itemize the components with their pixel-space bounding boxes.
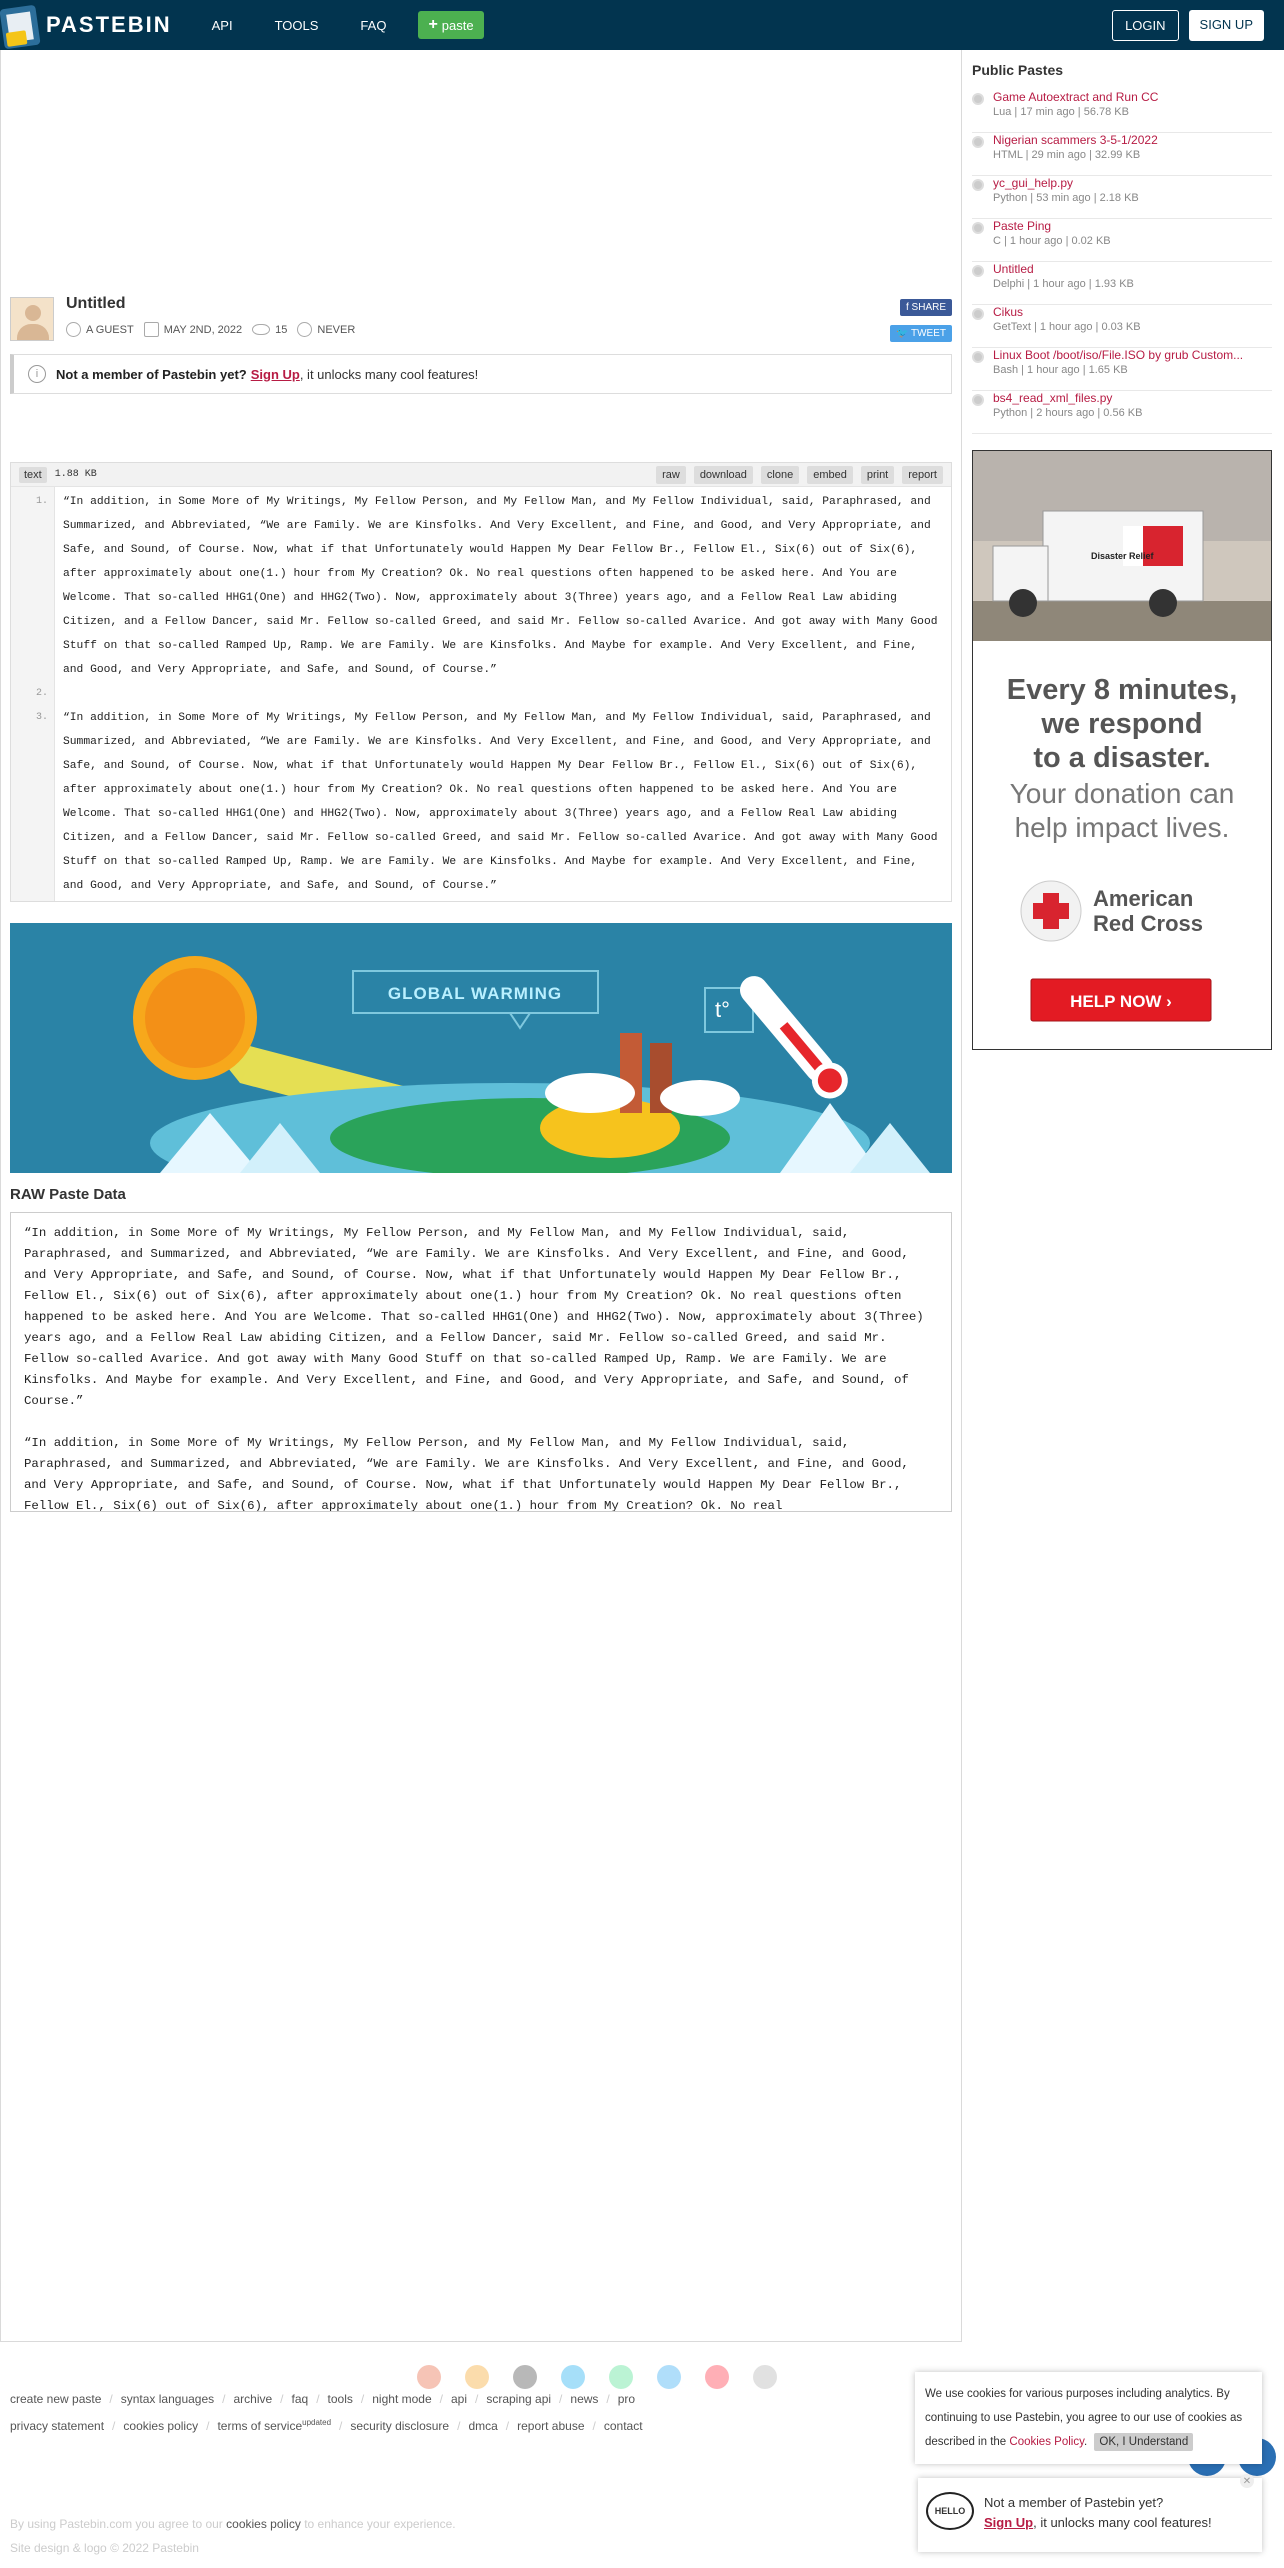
svg-text:American: American [1093,886,1194,911]
global-warming-banner[interactable] [10,923,952,1173]
paste-info [10,295,952,351]
facebook-share-button[interactable]: f SHARE [900,299,952,316]
code-actions [656,466,943,484]
public-paste-item[interactable] [972,305,1272,348]
opera-icon[interactable] [705,2365,729,2389]
paste-meta [66,322,355,337]
public-paste-item[interactable] [972,219,1272,262]
auth-buttons [1112,10,1264,41]
login-button[interactable]: LOGIN [1112,10,1178,41]
svg-text:Your donation can: Your donation can [1009,778,1235,809]
paste-size: 1.88 KB [54,469,97,480]
svg-text:Disaster Relief: Disaster Relief [1091,551,1154,561]
globe-icon [972,93,984,105]
logo-text: PASTEBIN [46,12,172,37]
main-nav [212,18,429,33]
nav-api[interactable]: API [211,17,233,33]
svg-text:HELP NOW ›: HELP NOW › [1070,992,1172,1011]
footer-row-2: privacy statement / cookies policy / terms of service$^{updated}$ / security disclosure / dmca / report abuse / contact [10,2418,643,2433]
paste-expiry: NEVER [317,323,356,336]
footer-links [10,2392,643,2445]
calendar-icon [144,322,159,337]
footer-row-1: create new paste / syntax languages / archive / faq / tools / night mode / api / scraping api / news / pro [10,2392,636,2406]
public-paste-meta: C | 1 hour ago | 0.02 KB [993,235,1111,247]
clock-icon [297,322,312,337]
nav-tools[interactable]: TOOLS [274,17,319,33]
notice-rest: , it unlocks many cool features! [299,366,479,382]
red-cross-logo-icon [1021,881,1081,941]
legal-text: By using Pastebin.com you agree to our cookies policy to enhance your experience. Site design & logo © 2022 Pastebin [10,2512,456,2560]
code-line: “In addition, in Some More of My Writings, My Fellow Person, and My Fellow Man, and My Fellow Individual, said, Paraphrased, and Summarized, and Abbreviated, “We are Family. We are Kinsfolks. And Very Excellent, and Fine, and Good, and Very Appropriate, and Safe, and Sound, of Course. Now, what if that Unfortunately would Happen My Dear Fellow Br., Fellow El., Six(6) out of Six(6), after approximately about one(1.) hour from My Creation? Ok. No real questions often happened to be asked here. And You are Welcome. That so-called HHG1(One) and HHG2(Two). Now, approximately about 3(Three) years ago, and a Fellow Real Law abiding Citizen, and a Fellow Dancer, said Mr. Fellow so-called Greed, and said Mr. Fellow so-called Avarice. And got away with Many Good Stuff on that so-called Ramped Up, Ramp. We are Family. We are Kinsfolks. And Maybe for example. And Very Excellent, and Fine, and Good, and Very Appropriate, and Safe, and Sound, of Course.” [63,496,945,676]
copyright: Site design & logo © 2022 Pastebin [10,2541,199,2555]
public-paste-link[interactable]: Cikus [993,305,1024,319]
raw-paste-textarea[interactable] [10,1212,952,1512]
footer-link[interactable]: news [570,2392,599,2406]
user-icon [66,322,81,337]
public-paste-meta: Lua | 17 min ago | 56.78 KB [993,106,1129,118]
red-cross-ad[interactable] [972,450,1272,1050]
public-paste-item[interactable] [972,133,1272,176]
footer-link[interactable]: terms of service$^{updated}$ [217,2418,332,2433]
public-paste-meta: HTML | 29 min ago | 32.99 KB [993,149,1141,161]
globe-icon [972,265,984,277]
sun-icon [133,956,257,1080]
notice-signup-link[interactable]: Sign Up [250,366,300,382]
globe-icon [972,394,984,406]
public-paste-link[interactable]: yc_gui_help.py [993,176,1074,190]
public-paste-link[interactable]: Linux Boot /boot/iso/File.ISO by grub Custom... [993,348,1244,362]
footer-link[interactable]: syntax languages [120,2392,215,2406]
footer-link[interactable]: cookies policy [123,2419,199,2433]
code-toolbar [11,463,951,487]
footer-link[interactable]: night mode [372,2392,432,2406]
info-icon: i [28,365,46,383]
android-icon[interactable] [609,2365,633,2389]
signup-notice [10,354,952,394]
popup-signup-link[interactable]: Sign Up [984,2515,1034,2530]
twitter-share-button[interactable]: 🐦 TWEET [890,325,952,342]
code-line: “In addition, in Some More of My Writings, My Fellow Person, and My Fellow Man, and My Fellow Individual, said, Paraphrased, and Summarized, and Abbreviated, “We are Family. We are Kinsfolks. And Very Excellent, and Fine, and Good, and Very Appropriate, and Safe, and Sound, of Course. Now, what if that Unfortunately would Happen My Dear Fellow Br., Fellow El., Six(6) out of Six(6), after approximately about one(1.) hour from My Creation? Ok. No real questions often happened to be asked here. And You are Welcome. That so-called HHG1(One) and HHG2(Two). Now, approximately about 3(Three) years ago, and a Fellow Real Law abiding Citizen, and a Fellow Dancer, said Mr. Fellow so-called Greed, and said Mr. Fellow so-called Avarice. And got away with Many Good Stuff on that so-called Ramped Up, Ramp. We are Family. We are Kinsfolks. And Maybe for example. And Very Excellent, and Fine, and Good, and Very Appropriate, and Safe, and Sound, of Course.” [63,712,945,892]
public-paste-meta: Python | 2 hours ago | 0.56 KB [993,407,1143,419]
cookies-policy-link[interactable]: cookies policy [226,2517,301,2531]
plus-icon: + [428,16,438,33]
pastebin-logo-icon [0,5,41,50]
public-paste-item[interactable] [972,176,1272,219]
paste-title: Untitled [66,295,126,312]
footer-link[interactable]: privacy statement [10,2419,105,2433]
footer-link[interactable]: api [450,2392,467,2406]
global-warming-illustration [10,923,952,1173]
new-paste-label: paste [441,17,474,33]
linux-icon[interactable] [753,2365,777,2389]
line-gutter [11,487,55,901]
public-pastes-title: Public Pastes [972,62,1064,78]
cookie-text: We use cookies for various purposes including analytics. By continuing to use Pastebin, you agree to our use of cookies as described in the [925,2388,1243,2448]
public-paste-link[interactable]: Paste Ping [993,219,1052,233]
public-paste-link[interactable]: bs4_read_xml_files.py [993,391,1113,405]
public-paste-meta: Bash | 1 hour ago | 1.65 KB [993,364,1128,376]
popup-line-2: Sign Up, it unlocks many cool features! [984,2515,1212,2530]
public-paste-link[interactable]: Game Autoextract and Run CC [993,90,1159,104]
globe-icon [972,351,984,363]
windows-icon[interactable] [561,2365,585,2389]
public-paste-meta: Python | 53 min ago | 2.18 KB [993,192,1139,204]
paste-author[interactable]: A GUEST [86,323,134,336]
svg-text:GLOBAL WARMING: GLOBAL WARMING [387,984,563,1003]
public-paste-item[interactable] [972,262,1272,305]
clone-button[interactable]: clone [761,466,799,484]
print-button[interactable]: print [861,466,894,484]
avatar[interactable] [10,297,54,341]
code-box [10,462,952,902]
paste-views: 15 [275,323,288,336]
mac-icon[interactable] [657,2365,681,2389]
firefox-icon[interactable] [465,2365,489,2389]
code-text[interactable] [55,487,951,901]
svg-text:Red Cross: Red Cross [1093,911,1204,936]
public-paste-item[interactable] [972,391,1272,434]
paste-date: MAY 2ND, 2022 [163,323,243,336]
nav-faq[interactable]: FAQ [360,17,387,33]
public-paste-item[interactable] [972,348,1272,391]
line-number: 1. [35,496,48,507]
hello-bubble-icon: HELLO [926,2492,974,2530]
close-icon[interactable]: ✕ [1240,2474,1254,2488]
svg-text:help impact lives.: help impact lives. [1014,812,1230,843]
globe-icon [972,308,984,320]
signup-button[interactable]: SIGN UP [1189,10,1264,41]
new-paste-button[interactable] [418,11,483,39]
code-line [63,682,943,706]
chrome-icon[interactable] [417,2365,441,2389]
line-number: 3. [35,712,48,723]
svg-text:Every 8 minutes,: Every 8 minutes, [1006,674,1238,706]
footer-link[interactable]: faq [291,2392,309,2406]
download-button[interactable]: download [694,466,753,484]
cookie-ok-button[interactable]: OK, I Understand [1094,2433,1193,2451]
cookie-policy-link[interactable]: Cookies Policy [1009,2436,1084,2448]
code-body [11,487,951,901]
svg-text:we respond: we respond [1041,708,1203,740]
line-number: 2. [35,688,48,699]
globe-icon [972,222,984,234]
footer-link[interactable]: archive [233,2392,273,2406]
raw-paragraph: “In addition, in Some More of My Writings, My Fellow Person, and My Fellow Man, and My Fellow Individual, said, Paraphrased, and Summarized, and Abbreviated, “We are Family. We are Kinsfolks. And Very Excellent, and Fine, and Good, and Very Appropriate, and Safe, and Sound, of Course. Now, what if that Unfortunately would Happen My Dear Fellow Br., Fellow El., Six(6) out of Six(6), after approximately about one(1.) hour from My Creation? Ok. No real [24,1436,917,1512]
raw-button[interactable]: raw [656,466,686,484]
globe-icon [972,179,984,191]
svg-text:t°: t° [715,997,730,1022]
footer-link[interactable]: report abuse [517,2419,585,2433]
public-paste-link[interactable]: Untitled [993,262,1034,276]
footer-link[interactable]: security disclosure [350,2419,450,2433]
report-button[interactable]: report [902,466,943,484]
footer-link[interactable]: scraping api [486,2392,552,2406]
eye-icon [252,324,270,335]
public-paste-meta: GetText | 1 hour ago | 0.03 KB [993,321,1141,333]
syntax-badge[interactable]: text [19,467,47,483]
public-paste-item[interactable] [972,90,1272,133]
cookie-consent-banner: We use cookies for various purposes including analytics. By continuing to use Pastebin, you agree to our use of cookies as described in the Cookies Policy. OK, I Understand [915,2372,1262,2464]
footer-link[interactable]: create new paste [10,2392,102,2406]
footer-link[interactable]: contact [603,2419,643,2433]
public-paste-link[interactable]: Nigerian scammers 3-5-1/2022 [993,133,1158,147]
footer-link[interactable]: tools [327,2392,353,2406]
notice-bold: Not a member of Pastebin yet? [56,366,247,382]
footer-link[interactable]: pro [617,2392,636,2406]
updated-badge: updated [302,2418,332,2427]
red-cross-ad-artwork [973,451,1271,1049]
embed-button[interactable]: embed [807,466,853,484]
svg-text:to a disaster.: to a disaster. [1033,742,1211,774]
raw-paste-title: RAW Paste Data [10,1186,126,1203]
public-paste-meta: Delphi | 1 hour ago | 1.93 KB [993,278,1134,290]
logo[interactable] [2,3,172,47]
globe-icon [972,136,984,148]
popup-line-1: Not a member of Pastebin yet? [984,2495,1164,2510]
signup-popup [918,2475,1262,2552]
ios-icon[interactable] [513,2365,537,2389]
top-header [0,0,1284,50]
footer-link[interactable]: dmca [468,2419,498,2433]
raw-paragraph: “In addition, in Some More of My Writings, My Fellow Person, and My Fellow Man, and My Fellow Individual, said, Paraphrased, and Summarized, and Abbreviated, “We are Family. We are Kinsfolks. And Very Excellent, and Fine, and Good, and Very Appropriate, and Safe, and Sound, of Course. Now, what if that Unfortunately would Happen My Dear Fellow Br., Fellow El., Six(6) out of Six(6), after approximately about one(1.) hour from My Creation? Ok. No real questions often happened to be asked here. And You are Welcome. That so-called HHG1(One) and HHG2(Two). Now, approximately about 3(Three) years ago, and a Fellow Real Law abiding Citizen, and a Fellow Dancer, said Mr. Fellow so-called Greed, and said Mr. Fellow so-called Avarice. And got away with Many Good Stuff on that so-called Ramped Up, Ramp. We are Family. We are Kinsfolks. And Maybe for example. And Very Excellent, and Fine, and Good, and Very Appropriate, and Safe, and Sound, of Course.” [24,1226,932,1408]
